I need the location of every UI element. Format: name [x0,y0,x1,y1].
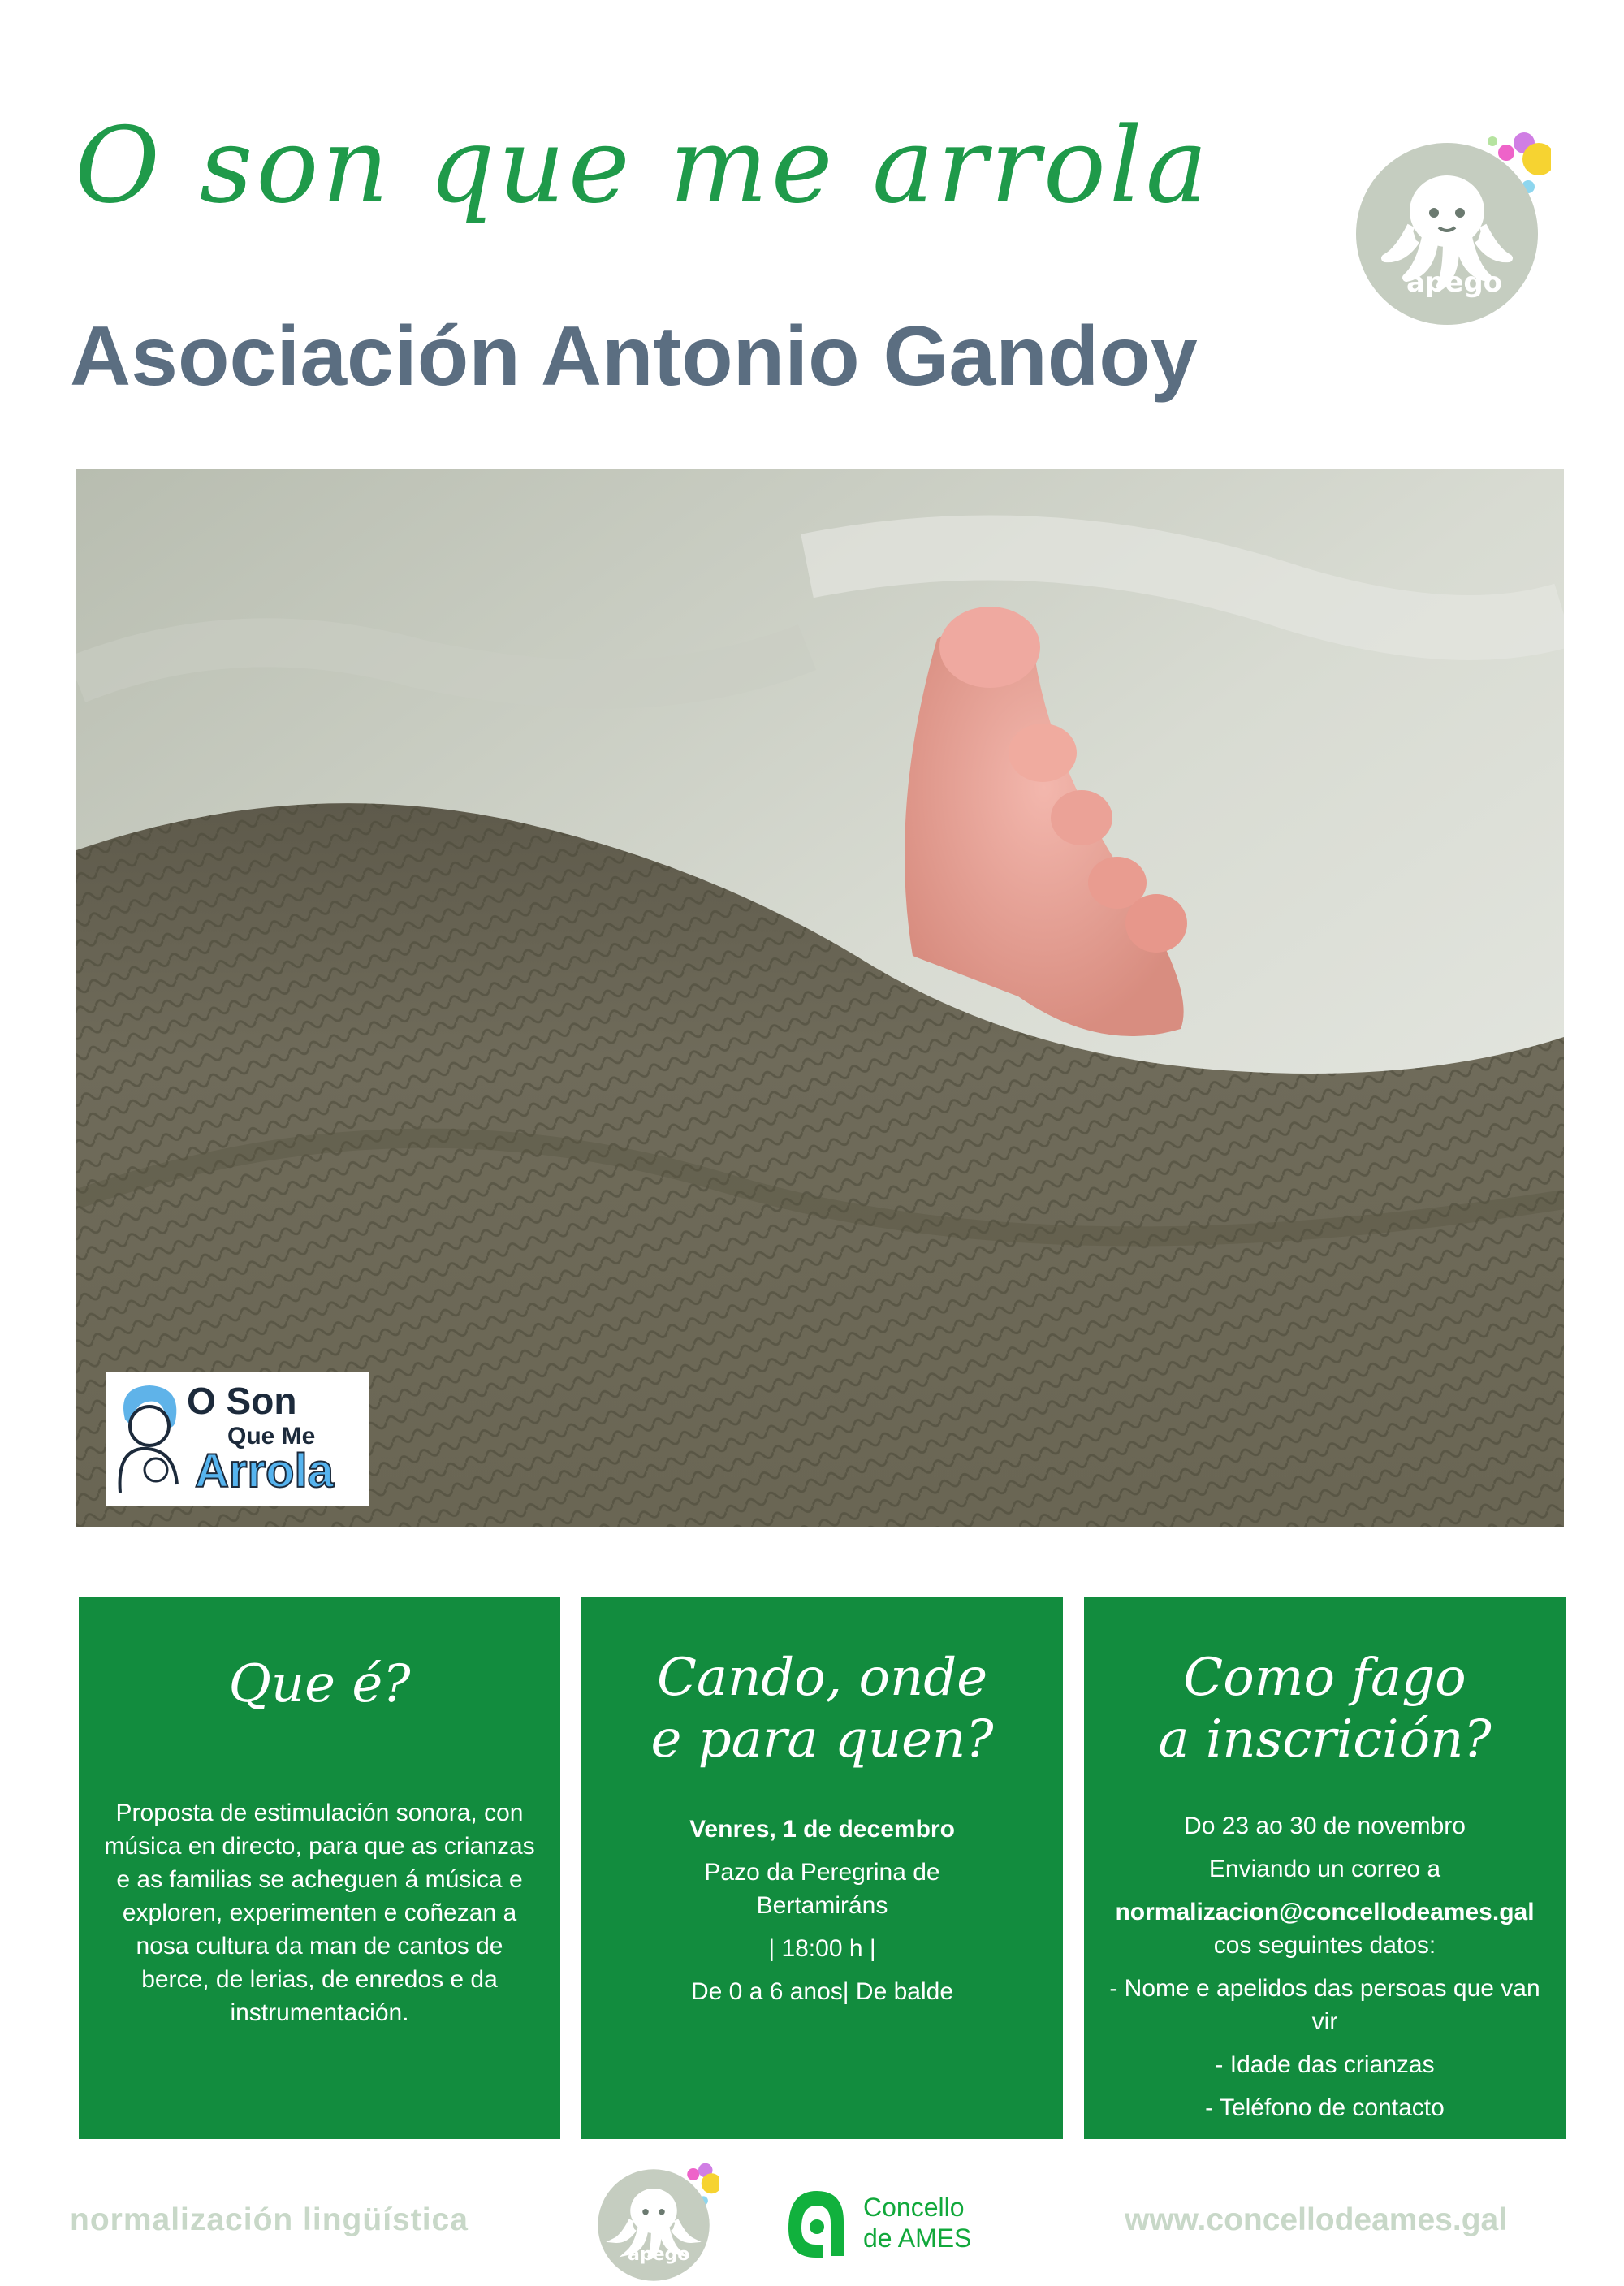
concello-ames-text-line2: de AMES [863,2223,972,2253]
apego-logo [1356,130,1551,325]
box-body-text [1099,1809,1551,2124]
box-heading-line1: Como fago [1183,1648,1466,1708]
info-box-registration [1084,1597,1566,2139]
apego-logo-text: apego [1406,266,1503,299]
badge-text-line2: Que Me [227,1423,316,1450]
apego-logo-text: apego [628,2245,690,2265]
poster-subtitle: Asociación Antonio Gandoy [70,309,1198,404]
registration-intro: cos seguintes datos: [1213,1932,1436,1959]
ames-a-icon [784,2186,850,2261]
registration-dates: Do 23 ao 30 de novembro [1184,1813,1466,1839]
box-heading: Que é? [228,1654,411,1714]
event-date: Venres, 1 de decembro [689,1816,955,1843]
registration-item: - Teléfono de contacto [1205,2094,1445,2121]
registration-item: - Idade das crianzas [1215,2051,1435,2078]
mother-baby-icon [109,1379,190,1501]
event-place: Pazo da Peregrina de Bertamiráns [704,1859,940,1919]
badge-text-line3: Arrola [195,1445,334,1497]
concello-ames-text-line1: Concello [863,2193,965,2222]
box-body-text [103,1796,536,2029]
event-ages: De 0 a 6 anos| De balde [690,1978,953,2005]
badge-text-line1: O Son [187,1380,297,1422]
description-text: Proposta de estimulación sonora, con música en directo, para que as crianzas e as familias se acheguen á música e exploren, experimenten e coñezan a nosa cultura da man de cantos de berce, de lerias, de enredos e da instrumentación. [104,1800,535,2026]
box-heading-line1: Cando, onde [656,1648,988,1708]
box-heading [1084,1647,1566,1770]
registration-email-link[interactable]: normalizacion@concellodeames.gal [1115,1899,1535,1925]
registration-method: Enviando un correo a [1208,1856,1441,1882]
box-heading-line2: a inscrición? [1158,1709,1492,1770]
info-box-what [79,1597,560,2139]
registration-item: - Nome e apelidos das persoas que van vir [1109,1975,1540,2035]
footer-website-link[interactable]: www.concellodeames.gal [1125,2202,1508,2237]
concello-ames-logo-mark [784,2186,850,2261]
box-heading-line2: e para quen? [650,1709,994,1770]
footer-normalizacion: normalización lingüística [70,2202,469,2237]
box-body-text [606,1813,1039,2008]
box-heading [581,1647,1063,1770]
apego-logo-small [597,2160,719,2282]
baby-foot-photo [76,469,1564,1527]
poster-title: O son que me arrola [75,106,1212,227]
event-time: | 18:00 h | [768,1935,876,1962]
o-son-que-me-arrola-badge [106,1372,369,1506]
info-box-when-where [581,1597,1063,2139]
